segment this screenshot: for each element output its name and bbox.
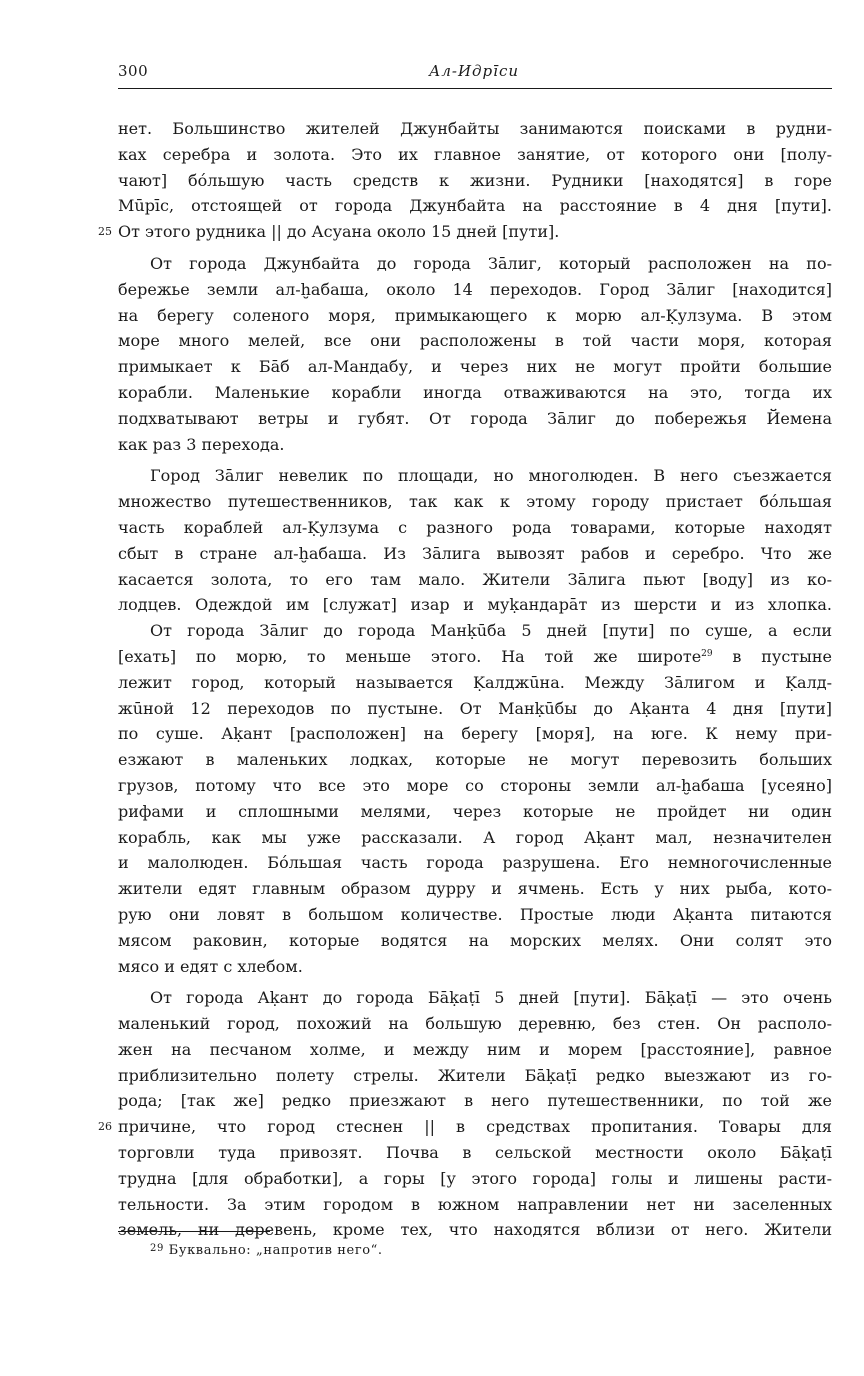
text-line: примыкает к Бāб ал-Мандабу, и через них не могут пройти большие xyxy=(118,357,832,377)
text-line: множество путешественников, так как к этому городу пристает бо́льшая xyxy=(118,492,832,512)
text-line: Мūрīс, отстоящей от города Джунбайта на расстояние в 4 дня [пути]. xyxy=(118,196,832,216)
text-line: и малолюден. Бо́льшая часть города разрушена. Его немногочисленные xyxy=(118,853,832,873)
text-line: лежит город, который называется Ḳалджūна. Между Зāлигом и Ḳалд- xyxy=(118,672,832,692)
text-line: чают] бо́льшую часть средств к жизни. Рудники [находятся] в горе xyxy=(118,170,832,190)
text-line: нет. Большинство жителей Джунбайты занимаются поисками в рудни- xyxy=(118,119,832,138)
text-line: сбыт в стране ал-ḫабаша. Из Зāлига вывозят рабов и серебро. Что же xyxy=(118,543,832,563)
text-line: тельности. За этим городом в южном направлении нет ни заселенных xyxy=(118,1194,832,1214)
text-line-content: [ехать] по морю, то меньше этого. На той же широте xyxy=(118,646,702,666)
footnote-text: Буквально: „напротив него“. xyxy=(163,1243,383,1258)
text-line: лодцев. Одеждой им [служат] изар и муḳандарāт из шерсти и из хлопка. xyxy=(118,595,832,615)
text-line-content: От этого рудника || до Асуана около 15 дней [пути]. xyxy=(118,222,560,242)
text-line: рода; [так же] редко приезжают в него путешественники, по той же xyxy=(118,1091,832,1111)
margin-line-number: 25 xyxy=(98,225,112,239)
header-rule xyxy=(118,88,832,89)
text-line: море много мелей, все они расположены в той части моря, которая xyxy=(118,331,832,351)
text-line: торговли туда привозят. Почва в сельской местности около Бāḳаṭī xyxy=(118,1143,832,1163)
text-line: корабли. Маленькие корабли иногда отваживаются на это, тогда их xyxy=(118,382,832,402)
running-title: Ал-Идрīси xyxy=(428,62,520,80)
text-line: как раз 3 перехода. xyxy=(118,434,285,454)
text-line: жители едят главным образом дурру и ячмень. Есть у них рыба, кото- xyxy=(118,879,832,899)
text-line: часть кораблей ал-Ḳулзума с разного рода товарами, которые находят xyxy=(118,517,832,537)
footnote-reference[interactable]: 29 xyxy=(701,648,713,659)
text-line-content: в пустыне xyxy=(712,646,832,666)
text-line: по суше. Аḳант [расположен] на берегу [моря], на юге. К нему при- xyxy=(118,724,832,744)
page-number: 300 xyxy=(118,62,149,80)
text-line: рую они ловят в большом количестве. Простые люди Аḳанта питаются xyxy=(118,904,832,924)
text-line: на берегу соленого моря, примыкающего к морю ал-Ḳулзума. В этом xyxy=(118,305,832,325)
footnote xyxy=(150,1243,383,1258)
text-line: бережье земли ал-ḫабаша, около 14 переходов. Город Зāлиг [находится] xyxy=(118,279,832,299)
text-line: грузов, потому что все это море со стороны земли ал-ḫабаша [усеяно] xyxy=(118,775,832,795)
text-line: маленький город, похожий на большую деревню, без стен. Он располо- xyxy=(118,1014,832,1034)
margin-line-number: 26 xyxy=(98,1120,112,1134)
text-line: земель, ни деревень, кроме тех, что находятся вблизи от него. Жители xyxy=(118,1220,832,1240)
text-line: жūной 12 переходов по пустыне. От Манḳūбы до Аḳанта 4 дня [пути] xyxy=(118,698,832,718)
text-line: корабль, как мы уже рассказали. А город Аḳант мал, незначителен xyxy=(118,827,832,847)
text-line: От города Джунбайта до города Зāлиг, который расположен на по- xyxy=(150,253,832,273)
text-line: езжают в маленьких лодках, которые не могут перевозить больших xyxy=(118,750,832,770)
text-line xyxy=(118,644,832,670)
text-line: приблизительно полету стрелы. Жители Бāḳаṭī редко выезжают из го- xyxy=(118,1065,832,1085)
text-line: От города Аḳант до города Бāḳаṭī 5 дней [пути]. Бāḳаṭī — это очень xyxy=(150,988,832,1008)
text-line: ках серебра и золота. Это их главное занятие, от которого они [полу- xyxy=(118,144,832,164)
text-line: мясом раковин, которые водятся на морских мелях. Они солят это xyxy=(118,930,832,950)
text-line: рифами и сплошными мелями, через которые не пройдет ни один xyxy=(118,801,832,821)
text-line: касается золота, то его там мало. Жители Зāлига пьют [воду] из ко- xyxy=(118,569,832,589)
text-line xyxy=(98,1114,832,1140)
text-line: трудна [для обработки], а горы [у этого города] голы и лишены расти- xyxy=(118,1168,832,1188)
footnote-number: 29 xyxy=(150,1243,164,1254)
footnote-rule xyxy=(118,1231,270,1232)
text-line-content: причине, что город стеснен || в средствах пропитания. Товары для xyxy=(118,1117,832,1137)
text-line xyxy=(98,219,832,245)
text-line: Город Зāлиг невелик по площади, но многолюден. В него съезжается xyxy=(150,466,832,486)
text-line: От города Зāлиг до города Манḳūба 5 дней [пути] по суше, а если xyxy=(150,621,832,641)
page-header xyxy=(118,62,830,88)
body-text xyxy=(98,116,832,1243)
text-line: жен на песчаном холме, и между ним и морем [расстояние], равное xyxy=(118,1039,832,1059)
text-line: мясо и едят с хлебом. xyxy=(118,956,303,976)
text-line: подхватывают ветры и губят. От города Зāлиг до побережья Йемена xyxy=(118,408,832,428)
